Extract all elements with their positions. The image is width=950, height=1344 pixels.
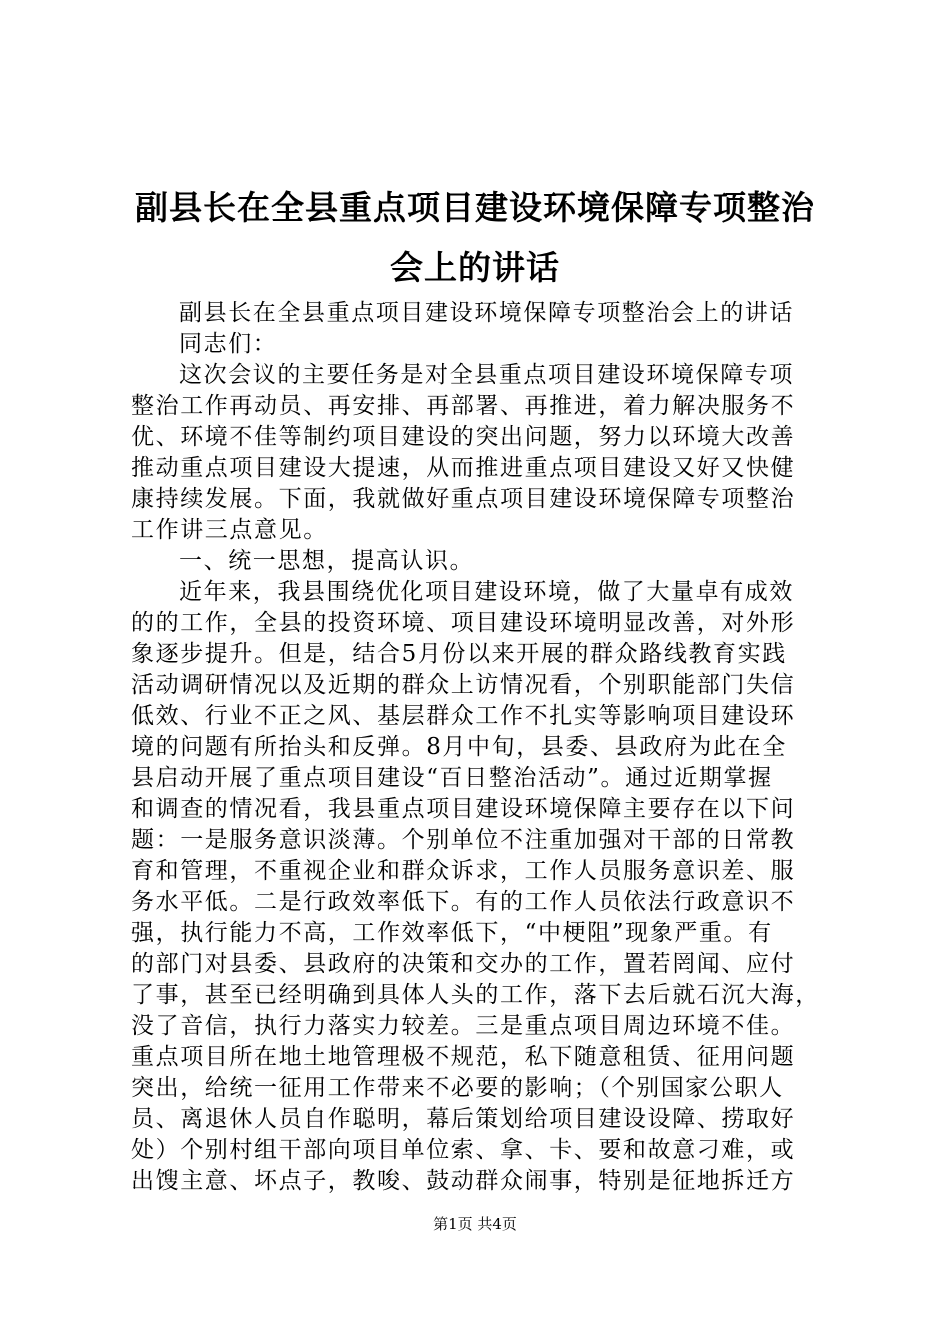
body-line: 一、统一思想，提高认识。: [179, 548, 475, 574]
body-line: 出馊主意、坏点子，教唆、鼓动群众闹事，特别是征地拆迁方: [131, 1168, 796, 1194]
document-title-line-2: 会上的讲话: [390, 248, 560, 287]
body-line: 活动调研情况以及近期的群众上访情况看，个别职能部门失信: [131, 672, 796, 698]
body-line: 低效、行业不正之风、基层群众工作不扎实等影响项目建设环: [131, 703, 796, 729]
body-line: 重点项目所在地土地管理极不规范，私下随意租赁、征用问题: [131, 1044, 796, 1070]
body-line: 了事，甚至已经明确到具体人头的工作，落下去后就石沉大海，: [131, 982, 820, 1008]
body-line: 强，执行能力不高，工作效率低下，“中梗阻”现象严重。有: [131, 920, 773, 946]
body-line: 优、环境不佳等制约项目建设的突出问题，努力以环境大改善: [131, 424, 796, 450]
body-line: 康持续发展。下面，我就做好重点项目建设环境保障专项整治: [131, 486, 796, 512]
body-line: 近年来，我县围绕优化项目建设环境，做了大量卓有成效: [179, 579, 794, 605]
body-line: 象逐步提升。但是，结合5月份以来开展的群众路线教育实践: [131, 641, 787, 667]
body-line: 工作讲三点意见。: [131, 517, 328, 543]
document-body: [131, 298, 831, 1197]
body-line: 境的问题有所抬头和反弹。8月中旬，县委、县政府为此在全: [131, 734, 787, 760]
body-line: 副县长在全县重点项目建设环境保障专项整治会上的讲话: [179, 300, 794, 326]
document-title-line-1: 副县长在全县重点项目建设环境保障专项整治: [135, 188, 815, 227]
body-line: 整治工作再动员、再安排、再部署、再推进，着力解决服务不: [131, 393, 796, 419]
body-line: 和调查的情况看，我县重点项目建设环境保障主要存在以下问: [131, 796, 796, 822]
body-line: 题：一是服务意识淡薄。个别单位不注重加强对干部的日常教: [131, 827, 796, 853]
body-line: 育和管理，不重视企业和群众诉求，工作人员服务意识差、服: [131, 858, 796, 884]
body-line: 处）个别村组干部向项目单位索、拿、卡、要和故意刁难，或: [131, 1137, 796, 1163]
body-line: 没了音信，执行力落实力较差。三是重点项目周边环境不佳。: [131, 1013, 796, 1039]
body-line: 同志们：: [179, 331, 278, 357]
body-line: 员、离退休人员自作聪明，幕后策划给项目建设设障、捞取好: [131, 1106, 796, 1132]
body-line: 县启动开展了重点项目建设“百日整治活动”。通过近期掌握: [131, 765, 773, 791]
body-line: 的部门对县委、县政府的决策和交办的工作，置若罔闻、应付: [131, 951, 796, 977]
body-line: 突出，给统一征用工作带来不必要的影响；（个别国家公职人: [131, 1075, 784, 1101]
body-line: 推动重点项目建设大提速，从而推进重点项目建设又好又快健: [131, 455, 796, 481]
page-footer: 第1页 共4页: [433, 1215, 517, 1233]
body-line: 这次会议的主要任务是对全县重点项目建设环境保障专项: [179, 362, 794, 388]
body-line: 的的工作，全县的投资环境、项目建设环境明显改善，对外形: [131, 610, 796, 636]
body-line: 务水平低。二是行政效率低下。有的工作人员依法行政意识不: [131, 889, 796, 915]
